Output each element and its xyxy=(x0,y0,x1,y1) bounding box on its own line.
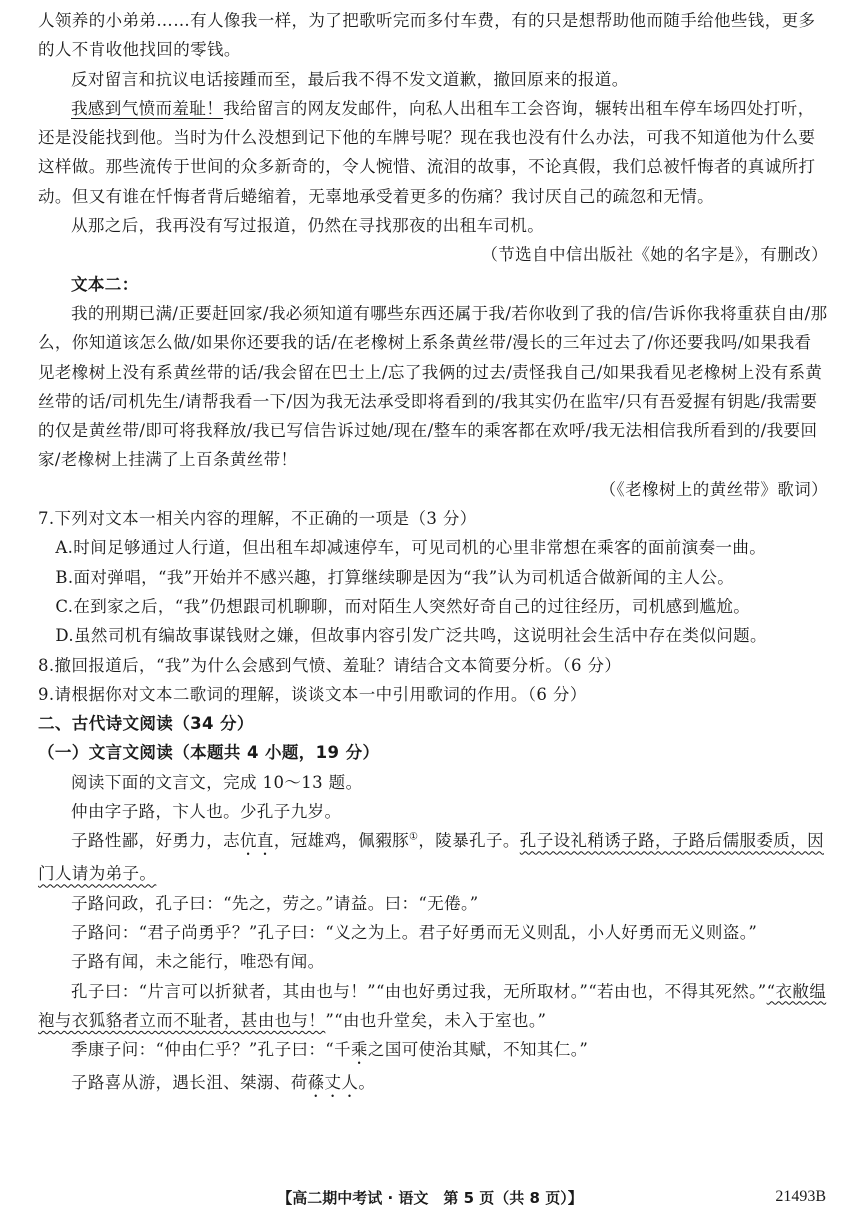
classical-line-7 xyxy=(38,1035,828,1068)
section-2-subtitle: （一）文言文阅读（本题共 4 小题，19 分） xyxy=(38,743,380,763)
text-span: 子路喜从游，遇长沮、桀溺、荷 xyxy=(71,1073,308,1093)
paragraph-rest: 我给留言的网友发邮件，向私人出租车工会咨询，辗转出租车停车场四处打听，还是没能找到他。当时为什么没想到记下他的车牌号呢？现在我也没有什么办法，可我不知道他为什么要这样做。那些流传于世间的众多新奇的，令人惋惜、流泪的故事，不论真假，我们总被忏悔者的真诚所打动。但又有谁在忏悔者背后蜷缩着，无辜地承受着更多的伤痛？我讨厌自己的疏忽和无情。 xyxy=(38,98,816,206)
text1-paragraph-retraction: 反对留言和抗议电话接踵而至，最后我不得不发文道歉，撤回原来的报道。 xyxy=(71,69,629,89)
footer-exam-code: 21493B xyxy=(775,1188,826,1205)
text2-heading: 文本二： xyxy=(71,274,139,294)
text-span: ，陵暴孔子。 xyxy=(418,831,520,851)
classical-instruction: 阅读下面的文言文，完成 10～13 题。 xyxy=(71,772,363,792)
classical-line-1: 仲由字子路，卞人也。少孔子九岁。 xyxy=(71,802,342,822)
footer-page-info: 【高二期中考试 · 语文 第 5 页（共 8 页）】 xyxy=(277,1189,583,1207)
classical-line-4: 子路问：“君子尚勇乎？”孔子曰：“义之为上。君子好勇而无义则乱，小人好勇而无义则盗。” xyxy=(71,922,758,942)
dotted-word: 乘 xyxy=(351,1040,368,1060)
question-7-option-b: B.面对弹唱，“我”开始并不感兴趣，打算继续聊是因为“我”认为司机适合做新闻的主人公。 xyxy=(55,567,735,587)
exam-page xyxy=(38,6,828,1101)
text-span: 。 xyxy=(358,1073,376,1093)
text-span: 季康子问：“仲由仁乎？”孔子曰：“千 xyxy=(71,1040,352,1060)
text1-paragraph-shame xyxy=(38,94,828,211)
question-7-stem: 7.下列对文本一相关内容的理解，不正确的一项是（3 分） xyxy=(38,509,477,529)
dotted-word: 伉直 xyxy=(240,831,274,851)
classical-line-8 xyxy=(38,1068,828,1101)
classical-line-2 xyxy=(38,826,828,888)
question-7-option-a: A.时间足够通过人行道，但出租车却减速停车，可见司机的心里非常想在乘客的面前演奏一曲。 xyxy=(55,538,767,558)
page-footer xyxy=(0,1184,860,1214)
text-span: 子路性鄙，好勇力，志 xyxy=(71,831,240,851)
text2-lyrics: 我的刑期已满/正要赶回家/我必须知道有哪些东西还属于我/若你收到了我的信/告诉你我将重获自由/那么，你知道该怎么做/如果你还要我的话/在老橡树上系条黄丝带/漫长的三年过去了/你还要我吗/如果我看见老橡树上没有系黄丝带的话/我会留在巴士上/忘了我俩的过去/责怪我自己/如果我看见老橡树上没有系黄丝带的话/司机先生/请帮我看一下/因为我无法承受即将看到的/我其实仍在监牢/只有吾爱握有钥匙/我需要的仅是黄丝带/即可将我释放/我已写信告诉过她/现在/整车的乘客都在欢呼/我无法相信我所看到的/我要回家/老橡树上挂满了上百条黄丝带！ xyxy=(38,303,828,470)
question-7-option-c: C.在到家之后，“我”仍想跟司机聊聊，而对陌生人突然好奇自己的过往经历，司机感到尴尬。 xyxy=(55,596,751,616)
question-9: 9.请根据你对文本二歌词的理解，谈谈文本一中引用歌词的作用。（6 分） xyxy=(38,684,587,704)
text-span: 孔子曰：“片言可以折狱者，其由也与！”“由也好勇过我，无所取材。”“若由也，不得其死然。” xyxy=(71,981,767,1001)
footnote-marker: ① xyxy=(409,831,419,843)
text-span: ，冠雄鸡，佩豭豚 xyxy=(273,831,410,851)
text1-paragraph-continued: 人领养的小弟弟……有人像我一样，为了把歌听完而多付车费，有的只是想帮助他而随手给他些钱，更多的人不肯收他找回的零钱。 xyxy=(38,11,816,60)
question-8: 8.撤回报道后，“我”为什么会感到气愤、羞耻？请结合文本简要分析。（6 分） xyxy=(38,655,622,675)
classical-line-6 xyxy=(38,977,828,1036)
classical-line-5: 子路有闻，未之能行，唯恐有闻。 xyxy=(71,952,325,972)
text-span: 之国可使治其赋，不知其仁。” xyxy=(367,1040,589,1060)
text-span: ”“由也升堂矣，未入于室也。” xyxy=(325,1010,547,1030)
classical-line-3: 子路问政，孔子曰：“先之，劳之。”请益。曰：“无倦。” xyxy=(71,893,479,913)
section-2-title: 二、古代诗文阅读（34 分） xyxy=(38,714,254,734)
wavy-underlined-sentence: 孔子设礼稍诱子路，子路后儒服委质，因门人请为弟子。 xyxy=(38,831,824,884)
wavy-underlined-sentence: “衣敝缊袍与衣狐貉者立而不耻者，甚由也与！ xyxy=(38,981,827,1030)
underlined-sentence: 我感到气愤而羞耻！ xyxy=(71,98,224,118)
dotted-word: 蓧丈人 xyxy=(307,1073,359,1093)
text1-paragraph-ending: 从那之后，我再没有写过报道，仍然在寻找那夜的出租车司机。 xyxy=(71,216,545,236)
text1-source: （节选自中信出版社《她的名字是》，有删改） xyxy=(481,245,828,265)
question-7-option-d: D.虽然司机有编故事谋钱财之嫌，但故事内容引发广泛共鸣，这说明社会生活中存在类似问题。 xyxy=(55,626,767,646)
text2-source: （《老橡树上的黄丝带》歌词） xyxy=(599,479,828,499)
